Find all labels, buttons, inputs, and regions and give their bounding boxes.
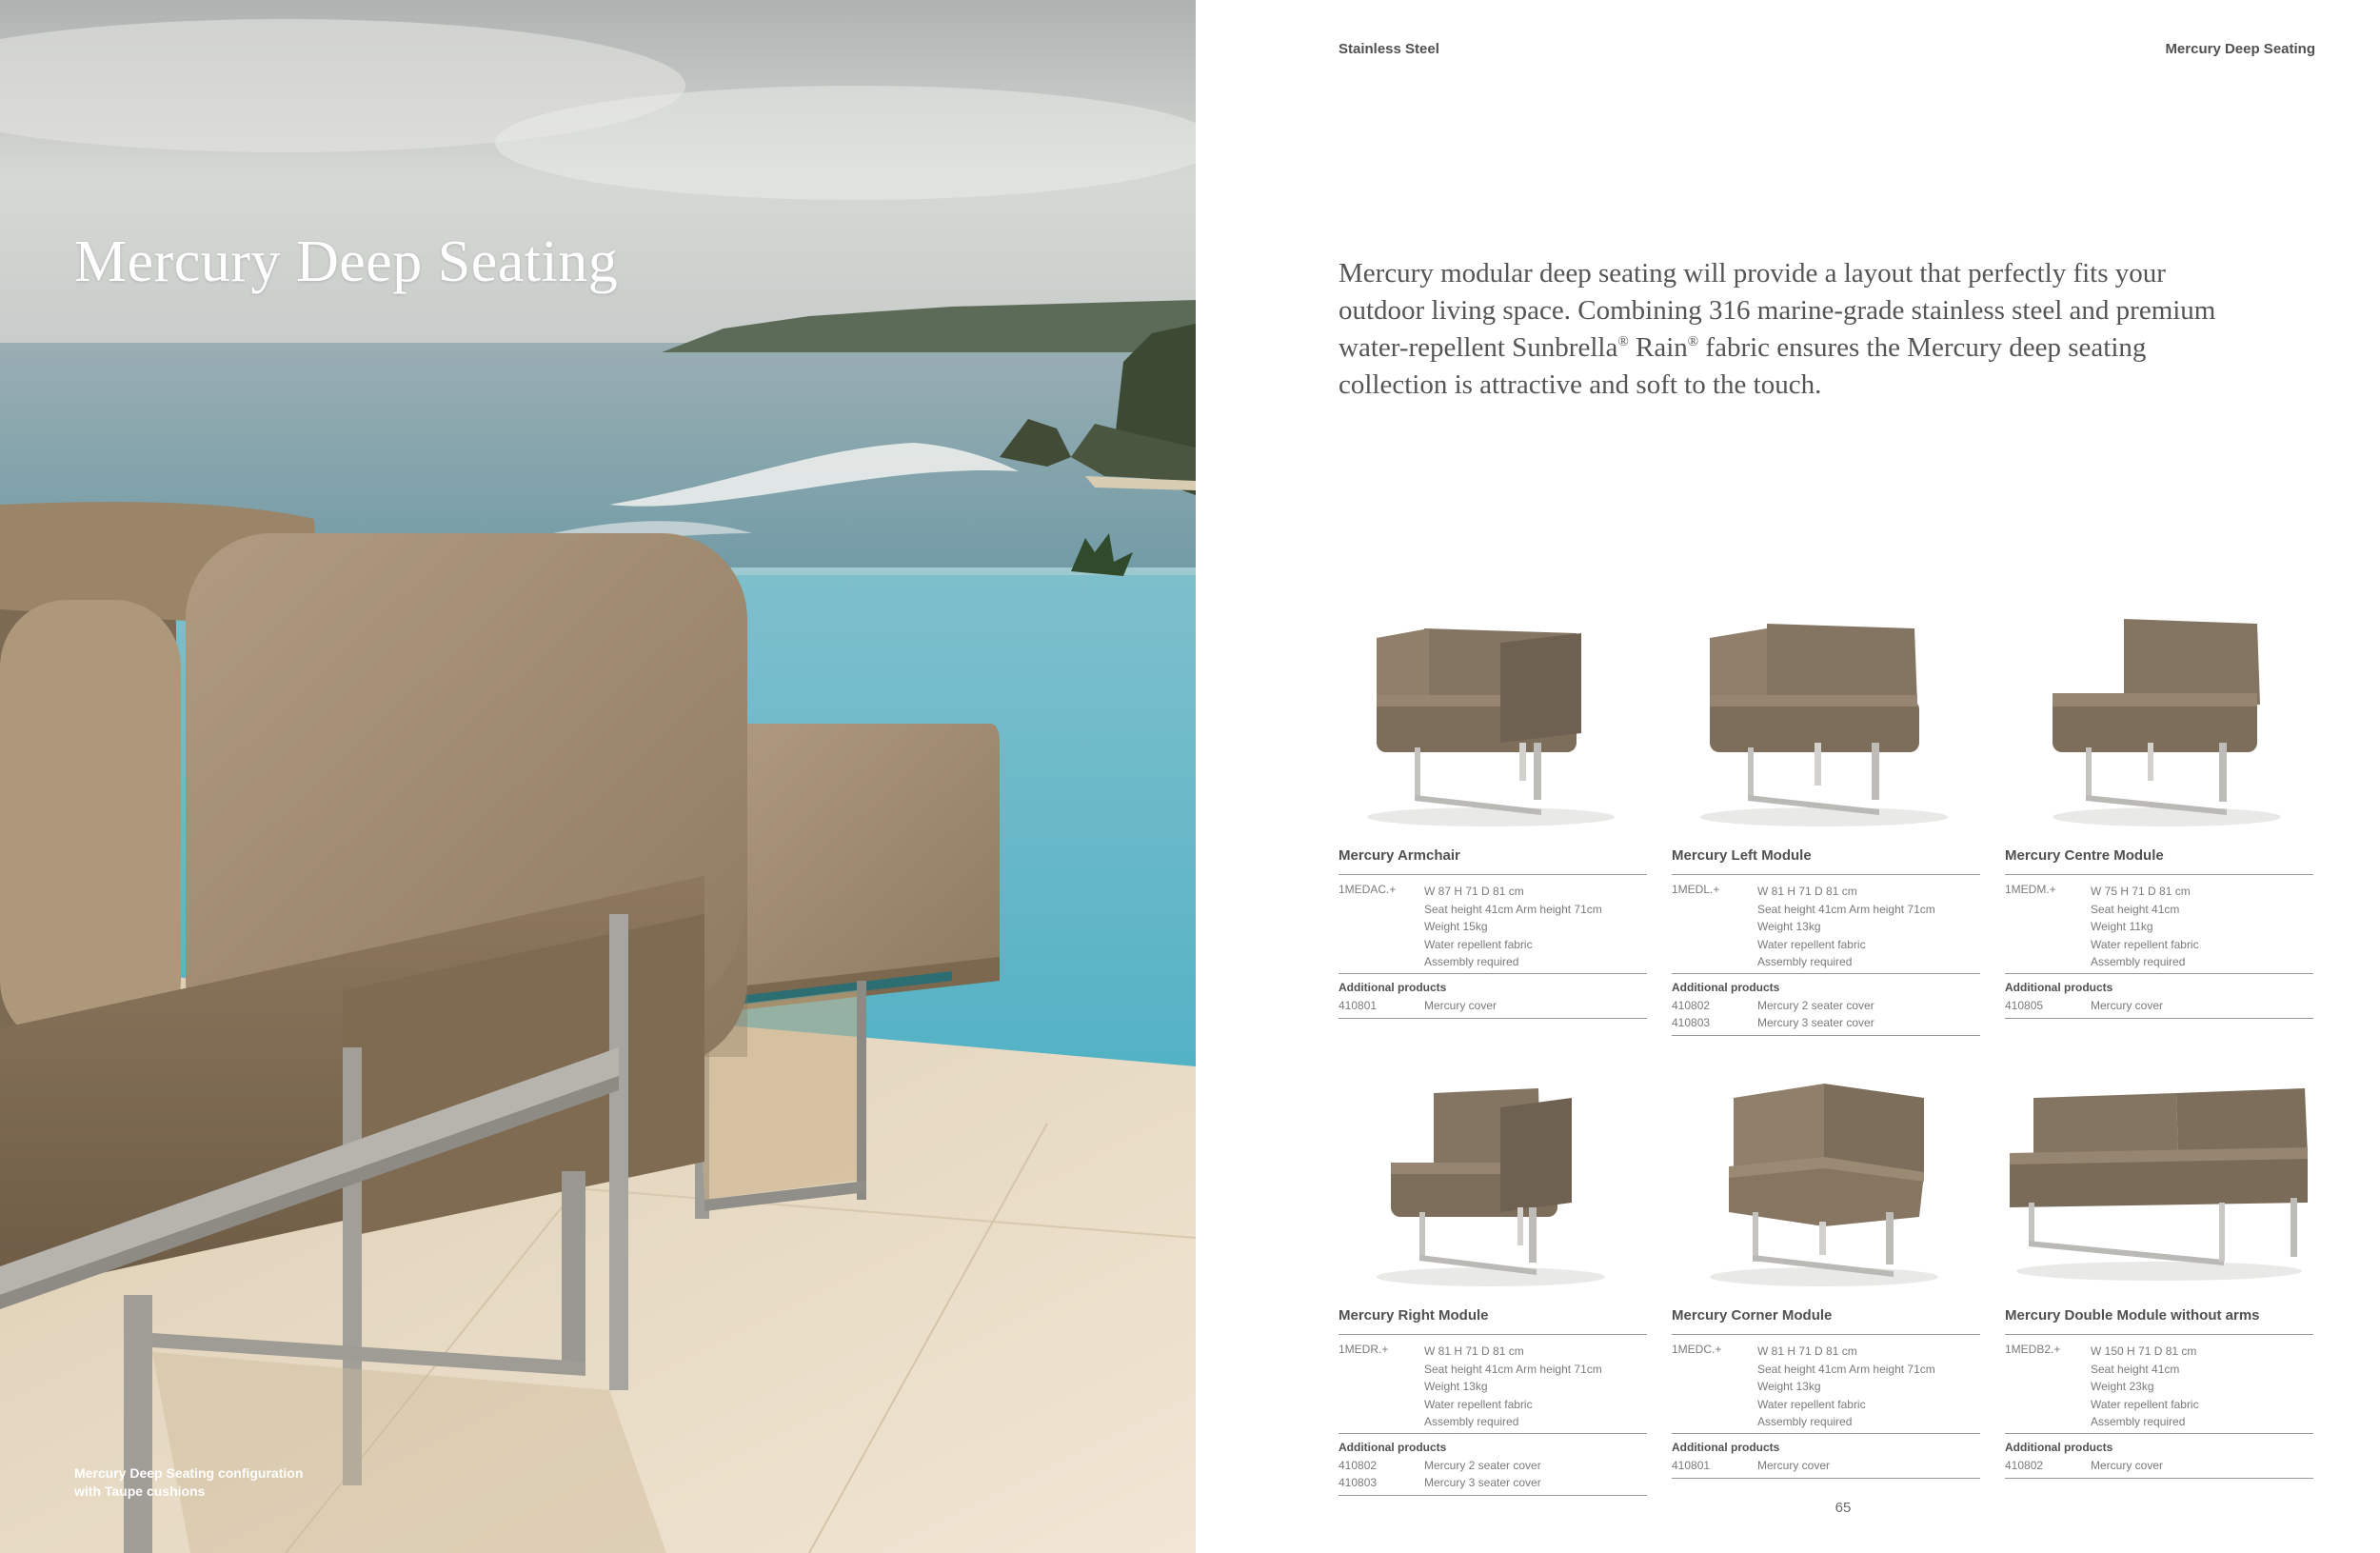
spec-line: Weight 11kg [2091, 920, 2153, 934]
product-code: 1MEDR.+ [1339, 1343, 1389, 1356]
product-name: Mercury Right Module [1339, 1307, 1489, 1324]
additional-code: 410801 [1672, 1459, 1711, 1472]
page-number: 65 [1835, 1500, 1852, 1516]
divider [1339, 1433, 1647, 1434]
spec-line: W 87 H 71 D 81 cm [1424, 885, 1524, 898]
additional-products-title: Additional products [1339, 981, 1447, 994]
spec-line: Water repellent fabric [1757, 937, 1866, 951]
product-name: Mercury Centre Module [2005, 847, 2164, 864]
spec-line: Weight 23kg [2091, 1380, 2154, 1394]
divider [2005, 1433, 2313, 1434]
spec-line: Water repellent fabric [1424, 1397, 1533, 1411]
left-module-photo [1672, 600, 1980, 833]
additional-products-title: Additional products [2005, 981, 2113, 994]
spec-line: Assembly required [2091, 955, 2186, 969]
product-specs [2091, 1343, 2199, 1431]
hero-title: Mercury Deep Seating [74, 229, 619, 294]
intro-paragraph [1339, 255, 2224, 404]
additional-products-title: Additional products [1339, 1441, 1447, 1454]
additional-desc: Mercury 3 seater cover [1424, 1476, 1541, 1489]
product-name: Mercury Armchair [1339, 847, 1460, 864]
running-head-right: Mercury Deep Seating [2165, 41, 2315, 57]
photo-caption-line-2: with Taupe cushions [74, 1483, 206, 1499]
divider [1339, 1018, 1647, 1019]
centre-module-photo [2005, 600, 2313, 833]
additional-code: 410801 [1339, 999, 1378, 1012]
additional-desc: Mercury cover [1424, 999, 1497, 1012]
spec-line: Water repellent fabric [2091, 937, 2199, 951]
product-left-module [1672, 600, 1980, 1029]
divider [2005, 874, 2313, 875]
product-right-module [1339, 1060, 1647, 1489]
photo-caption [74, 1464, 379, 1501]
spec-line: Weight 13kg [1757, 920, 1821, 934]
spec-line: Weight 13kg [1424, 1380, 1488, 1394]
spec-line: Seat height 41cm Arm height 71cm [1757, 902, 1935, 916]
corner-module-photo [1672, 1060, 1980, 1293]
product-centre-module [2005, 600, 2313, 1012]
divider [1339, 1334, 1647, 1335]
spec-line: Weight 13kg [1757, 1380, 1821, 1394]
product-specs [1757, 1343, 1935, 1431]
spec-line: Assembly required [2091, 1415, 2186, 1429]
additional-products-title: Additional products [1672, 981, 1780, 994]
additional-desc: Mercury 2 seater cover [1757, 999, 1874, 1012]
product-code: 1MEDC.+ [1672, 1343, 1722, 1356]
spec-line: W 81 H 71 D 81 cm [1757, 1344, 1857, 1358]
intro-text-2: Rain [1628, 332, 1688, 363]
registered-mark-1: ® [1617, 334, 1629, 349]
product-armchair [1339, 600, 1647, 1012]
additional-desc: Mercury cover [2091, 1459, 2164, 1472]
additional-desc: Mercury cover [2091, 999, 2164, 1012]
product-code: 1MEDB2.+ [2005, 1343, 2061, 1356]
spec-line: W 75 H 71 D 81 cm [2091, 885, 2191, 898]
divider [2005, 1334, 2313, 1335]
additional-products-title: Additional products [2005, 1441, 2113, 1454]
divider [1672, 1035, 1980, 1036]
divider [2005, 973, 2313, 974]
divider [2005, 1478, 2313, 1479]
additional-code: 410805 [2005, 999, 2044, 1012]
product-specs [2091, 883, 2199, 971]
spec-line: Seat height 41cm [2091, 902, 2180, 916]
spec-line: Seat height 41cm Arm height 71cm [1424, 902, 1602, 916]
product-name: Mercury Corner Module [1672, 1307, 1833, 1324]
spec-line: W 81 H 71 D 81 cm [1424, 1344, 1524, 1358]
product-specs [1424, 1343, 1602, 1431]
double-module-photo [2005, 1060, 2313, 1293]
additional-code: 410802 [1672, 999, 1711, 1012]
product-name: Mercury Left Module [1672, 847, 1812, 864]
product-specs [1424, 883, 1602, 971]
product-double-module [2005, 1060, 2313, 1472]
product-code: 1MEDAC.+ [1339, 883, 1397, 896]
additional-code: 410803 [1672, 1016, 1711, 1029]
right-module-photo [1339, 1060, 1647, 1293]
divider [1672, 973, 1980, 974]
divider [1339, 874, 1647, 875]
additional-products-title: Additional products [1672, 1441, 1780, 1454]
product-name: Mercury Double Module without arms [2005, 1307, 2260, 1324]
spec-line: Assembly required [1424, 955, 1519, 969]
additional-code: 410803 [1339, 1476, 1378, 1489]
registered-mark-2: ® [1687, 334, 1699, 349]
product-code: 1MEDM.+ [2005, 883, 2056, 896]
divider [1672, 1433, 1980, 1434]
additional-code: 410802 [2005, 1459, 2044, 1472]
divider [1339, 1495, 1647, 1496]
armchair-photo [1339, 600, 1647, 833]
spec-line: Seat height 41cm [2091, 1362, 2180, 1376]
spec-line: Water repellent fabric [1757, 1397, 1866, 1411]
divider [2005, 1018, 2313, 1019]
additional-desc: Mercury 3 seater cover [1757, 1016, 1874, 1029]
spec-line: Seat height 41cm Arm height 71cm [1757, 1362, 1935, 1376]
spec-line: Assembly required [1757, 1415, 1853, 1429]
divider [1672, 1478, 1980, 1479]
running-head-left: Stainless Steel [1339, 41, 1439, 57]
photo-caption-line-1: Mercury Deep Seating configuration [74, 1465, 304, 1481]
spec-line: W 150 H 71 D 81 cm [2091, 1344, 2197, 1358]
spec-line: W 81 H 71 D 81 cm [1757, 885, 1857, 898]
spec-line: Assembly required [1757, 955, 1853, 969]
additional-code: 410802 [1339, 1459, 1378, 1472]
additional-desc: Mercury cover [1757, 1459, 1831, 1472]
spec-line: Assembly required [1424, 1415, 1519, 1429]
additional-desc: Mercury 2 seater cover [1424, 1459, 1541, 1472]
divider [1672, 874, 1980, 875]
spec-line: Water repellent fabric [1424, 937, 1533, 951]
product-page [1196, 0, 2380, 1553]
divider [1672, 1334, 1980, 1335]
product-specs [1757, 883, 1935, 971]
intro-text-1: Mercury modular deep seating will provide a layout that perfectly fits your outdoor living space. Combining 316 marine-grade stainless steel and premium water-repellent Sunbrella [1339, 258, 2216, 363]
product-code: 1MEDL.+ [1672, 883, 1720, 896]
product-corner-module [1672, 1060, 1980, 1472]
spec-line: Weight 15kg [1424, 920, 1488, 934]
divider [1339, 973, 1647, 974]
spec-line: Seat height 41cm Arm height 71cm [1424, 1362, 1602, 1376]
spec-line: Water repellent fabric [2091, 1397, 2199, 1411]
intro-text-3: fabric ensures the Mercury deep seating collection is attractive and soft to the touch. [1339, 332, 2147, 400]
